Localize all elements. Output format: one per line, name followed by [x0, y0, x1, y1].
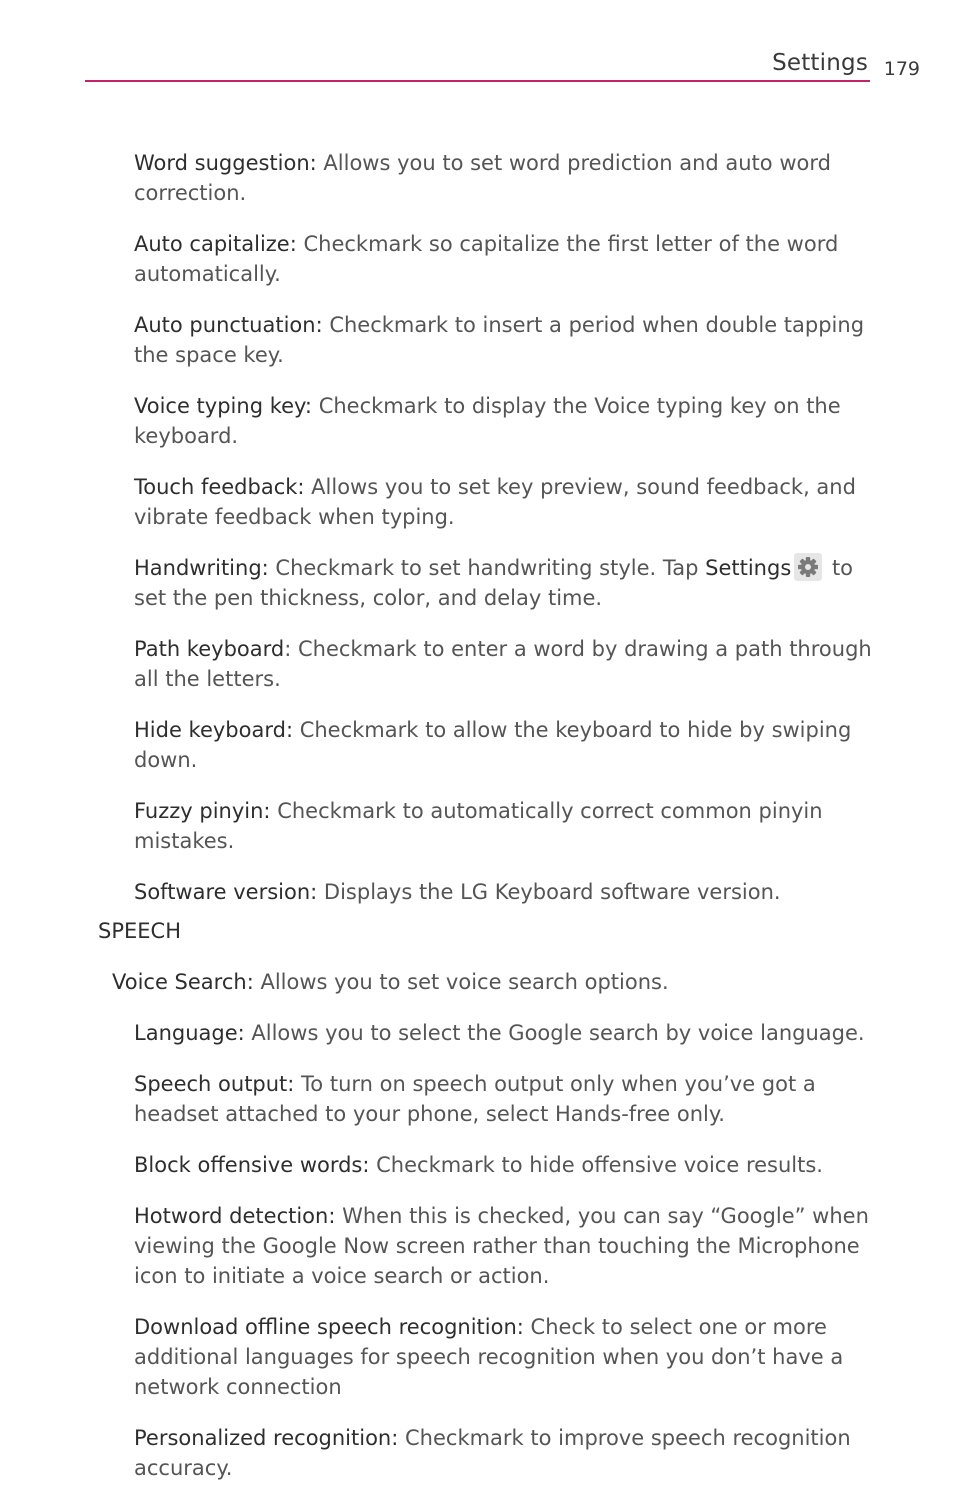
entry-term: Software version:	[134, 880, 318, 904]
gear-icon	[794, 553, 822, 581]
entry-software-version	[134, 877, 874, 907]
entry-voice-typing-key	[134, 391, 874, 451]
entry-term: Fuzzy pinyin:	[134, 799, 271, 823]
entry-voice-search	[112, 967, 872, 997]
header-rule	[85, 80, 870, 82]
entry-term: Voice typing key:	[134, 394, 313, 418]
entry-description: Checkmark to allow the keyboard to hide by swiping down.	[134, 718, 852, 772]
entry-word-suggestion	[134, 148, 874, 208]
entry-description: To turn on speech output only when you’ve got a headset attached to your phone, select Hands-free only.	[134, 1072, 816, 1126]
entry-term: Block offensive words:	[134, 1153, 370, 1177]
entry-speech-output	[134, 1069, 874, 1129]
entry-description: Allows you to select the Google search by voice language.	[244, 1021, 865, 1045]
entry-term: Voice Search:	[112, 970, 254, 994]
entry-touch-feedback	[134, 472, 874, 532]
entry-description: Checkmark to display the Voice typing key on the keyboard.	[134, 394, 841, 448]
entry-term: Word suggestion:	[134, 151, 317, 175]
entry-description: Checkmark to automatically correct common pinyin mistakes.	[134, 799, 823, 853]
entry-term: Hide keyboard:	[134, 718, 294, 742]
entry-description: Allows you to set word prediction and auto word correction.	[134, 151, 831, 205]
entry-term: Path keyboard	[134, 637, 285, 661]
entry-auto-capitalize	[134, 229, 874, 289]
entry-download-offline-speech	[134, 1312, 874, 1402]
entry-hide-keyboard	[134, 715, 874, 775]
entry-term: Auto punctuation:	[134, 313, 323, 337]
entry-term: Touch feedback:	[134, 475, 305, 499]
speech-heading: SPEECH	[98, 919, 181, 943]
entry-block-offensive-words	[134, 1150, 874, 1180]
entry-description: Checkmark to hide offensive voice results.	[369, 1153, 823, 1177]
entry-description-continued: to set the pen thickness, color, and delay time.	[134, 556, 854, 610]
entry-personalized-recognition	[134, 1423, 874, 1483]
entry-description: Check to select one or more additional languages for speech recognition when you don’t have a network connection	[134, 1315, 844, 1399]
settings-word: Settings	[705, 556, 792, 580]
entry-description: Allows you to set voice search options.	[253, 970, 669, 994]
entry-hotword-detection	[134, 1201, 874, 1291]
entry-term: Download offline speech recognition:	[134, 1315, 524, 1339]
entry-term: Handwriting:	[134, 556, 269, 580]
entry-description: Displays the LG Keyboard software version.	[317, 880, 781, 904]
entry-description: : Checkmark to enter a word by drawing a path through all the letters.	[134, 637, 872, 691]
entry-auto-punctuation	[134, 310, 874, 370]
page-content	[0, 148, 954, 1492]
entry-language	[134, 1018, 874, 1048]
entry-description: Checkmark to insert a period when double tapping the space key.	[134, 313, 865, 367]
section-title: Settings	[772, 50, 868, 76]
entry-fuzzy-pinyin	[134, 796, 874, 856]
entry-description: Checkmark so capitalize the first letter of the word automatically.	[134, 232, 839, 286]
entry-term: Auto capitalize:	[134, 232, 297, 256]
page-number: 179	[883, 58, 920, 80]
entry-description: Checkmark to set handwriting style. Tap	[268, 556, 706, 580]
entry-description: Allows you to set key preview, sound feedback, and vibrate feedback when typing.	[134, 475, 856, 529]
entry-term: Hotword detection:	[134, 1204, 336, 1228]
entry-description: Checkmark to improve speech recognition accuracy.	[134, 1426, 851, 1480]
entry-term: Speech output:	[134, 1072, 295, 1096]
entry-path-keyboard	[134, 634, 874, 694]
entry-term: Personalized recognition:	[134, 1426, 399, 1450]
entry-term: Language:	[134, 1021, 245, 1045]
entry-handwriting	[134, 553, 874, 613]
entry-description: When this is checked, you can say “Google” when viewing the Google Now screen rather than touching the Microphone icon to initiate a voice search or action.	[134, 1204, 869, 1288]
page-header	[85, 48, 920, 88]
